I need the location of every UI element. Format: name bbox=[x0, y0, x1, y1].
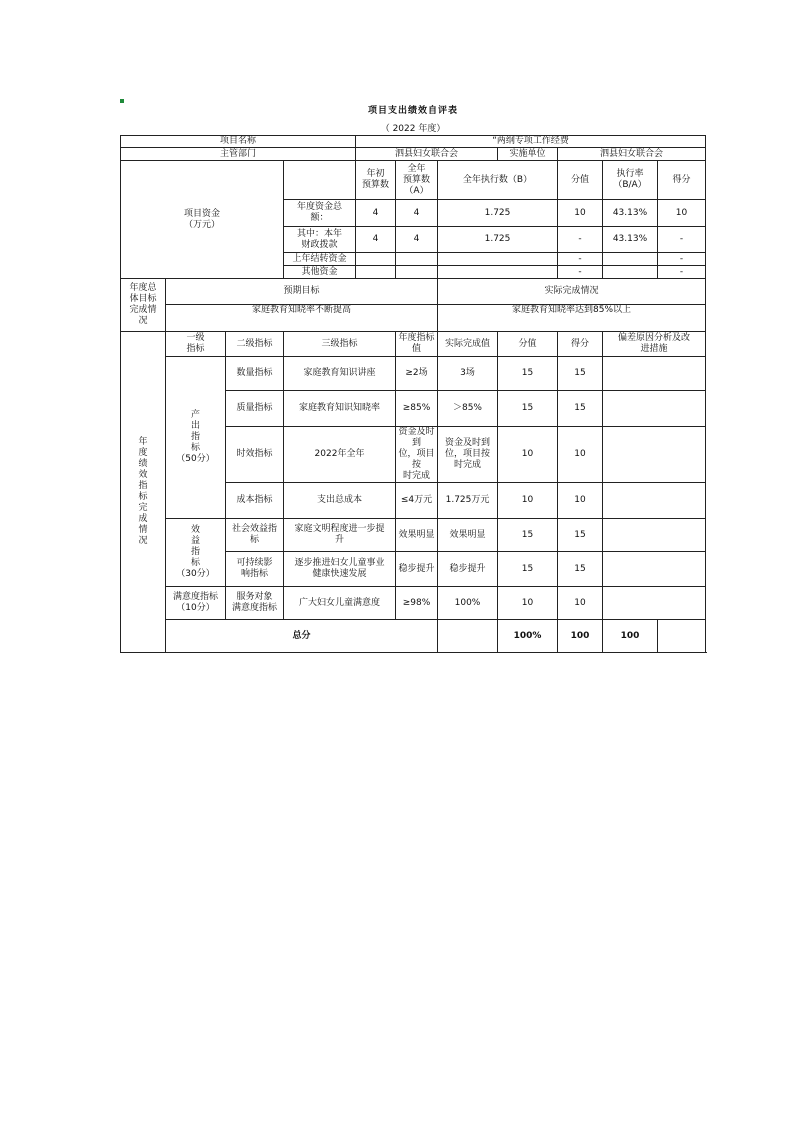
lvl1-header: 一级 指标 bbox=[166, 332, 226, 357]
ind-lvl2: 服务对象 满意度指标 bbox=[226, 587, 284, 620]
annual-total-label: 年度资金总 额： bbox=[284, 200, 356, 227]
ind-deviation bbox=[603, 357, 706, 391]
performance-sheet bbox=[120, 99, 705, 653]
ind-lvl2: 社会效益指 标 bbox=[226, 519, 284, 552]
annual-exec: 1.725 bbox=[438, 200, 558, 227]
deviation-header: 偏差原因分析及改 进措施 bbox=[603, 332, 706, 357]
impl-unit-value: 泗县妇女联合会 bbox=[558, 148, 706, 161]
ind-target: ≤4万元 bbox=[396, 483, 438, 519]
carryover-initial bbox=[356, 253, 396, 266]
fiscal-initial: 4 bbox=[356, 227, 396, 253]
impl-unit-label: 实施单位 bbox=[498, 148, 558, 161]
ind-actual: 资金及时到 位，项目按 时完成 bbox=[438, 427, 498, 483]
total-score-value: 100 bbox=[558, 620, 603, 653]
carryover-score-value: - bbox=[558, 253, 603, 266]
ind-value: 15 bbox=[498, 552, 558, 587]
ind-actual: 3场 bbox=[438, 357, 498, 391]
ind-lvl3: 广大妇女儿童满意度 bbox=[284, 587, 396, 620]
ind-deviation bbox=[603, 519, 706, 552]
fiscal-score-value: - bbox=[558, 227, 603, 253]
carryover-exec bbox=[438, 253, 558, 266]
ind-lvl2: 可持续影 响指标 bbox=[226, 552, 284, 587]
ind-score: 10 bbox=[558, 483, 603, 519]
ind-target: ≥98% bbox=[396, 587, 438, 620]
other-funds-label: 其他资金 bbox=[284, 266, 356, 279]
ind-target: 资金及时到 位，项目按 时完成 bbox=[396, 427, 438, 483]
annual-target-header: 年度指标值 bbox=[396, 332, 438, 357]
ind-lvl3: 家庭文明程度进一步提 升 bbox=[284, 519, 396, 552]
total-label: 总分 bbox=[166, 620, 438, 653]
exec-rate-header: 执行率 （B/A） bbox=[603, 161, 658, 200]
total-deviation-blank bbox=[658, 620, 706, 653]
ind-deviation bbox=[603, 552, 706, 587]
carryover-label: 上年结转资金 bbox=[284, 253, 356, 266]
ind-score: 10 bbox=[558, 587, 603, 620]
other-initial bbox=[356, 266, 396, 279]
actual-value-header: 实际完成值 bbox=[438, 332, 498, 357]
full-exec-header: 全年执行数（B） bbox=[438, 161, 558, 200]
ind-value: 15 bbox=[498, 519, 558, 552]
other-score-value: - bbox=[558, 266, 603, 279]
ind-value: 15 bbox=[498, 391, 558, 427]
page-title: 项目支出绩效自评表 bbox=[368, 105, 459, 116]
ind-lvl2: 成本指标 bbox=[226, 483, 284, 519]
lvl2-header: 二级指标 bbox=[226, 332, 284, 357]
col-score-header: 得分 bbox=[558, 332, 603, 357]
other-rate bbox=[603, 266, 658, 279]
score-header: 得分 bbox=[658, 161, 706, 200]
ind-actual: 100% bbox=[438, 587, 498, 620]
ind-lvl3: 支出总成本 bbox=[284, 483, 396, 519]
ind-target: 效果明显 bbox=[396, 519, 438, 552]
expected-goal-header: 预期目标 bbox=[166, 279, 438, 305]
annual-initial: 4 bbox=[356, 200, 396, 227]
ind-actual: 稳步提升 bbox=[438, 552, 498, 587]
ind-score: 15 bbox=[558, 552, 603, 587]
ind-score: 15 bbox=[558, 519, 603, 552]
ind-deviation bbox=[603, 427, 706, 483]
project-funds-label: 项目资金 （万元） bbox=[121, 161, 284, 279]
actual-completion-header: 实际完成情况 bbox=[438, 279, 706, 305]
other-exec bbox=[438, 266, 558, 279]
ind-score: 15 bbox=[558, 391, 603, 427]
fiscal-label: 其中：本年 财政拨款 bbox=[284, 227, 356, 253]
annual-score: 10 bbox=[658, 200, 706, 227]
fiscal-rate: 43.13% bbox=[603, 227, 658, 253]
carryover-score: - bbox=[658, 253, 706, 266]
ind-deviation bbox=[603, 587, 706, 620]
ind-lvl2: 数量指标 bbox=[226, 357, 284, 391]
ind-lvl3: 家庭教育知识讲座 bbox=[284, 357, 396, 391]
ind-score: 15 bbox=[558, 357, 603, 391]
ind-lvl2: 质量指标 bbox=[226, 391, 284, 427]
other-full bbox=[396, 266, 438, 279]
ind-value: 10 bbox=[498, 483, 558, 519]
output-indicator-label: 产 出 指 标 （50分） bbox=[166, 357, 226, 519]
carryover-full bbox=[396, 253, 438, 266]
year-subtitle: （ 2022 年度） bbox=[380, 123, 446, 134]
ind-score: 10 bbox=[558, 427, 603, 483]
project-name-label: 项目名称 bbox=[121, 136, 356, 148]
expected-goal-text: 家庭教育知晓率不断提高 bbox=[166, 305, 438, 332]
supervisor-label: 主管部门 bbox=[121, 148, 356, 161]
ind-actual: 1.725万元 bbox=[438, 483, 498, 519]
ind-target: ≥2场 bbox=[396, 357, 438, 391]
ind-deviation bbox=[603, 483, 706, 519]
ind-target: 稳步提升 bbox=[396, 552, 438, 587]
ind-value: 10 bbox=[498, 587, 558, 620]
project-name-value: “两纲专项工作经费 bbox=[356, 136, 706, 148]
ind-target: ≥85% bbox=[396, 391, 438, 427]
satisfaction-indicator-label: 满意度指标 （10分） bbox=[166, 587, 226, 620]
fiscal-score: - bbox=[658, 227, 706, 253]
ind-lvl3: 2022年全年 bbox=[284, 427, 396, 483]
annual-rate: 43.13% bbox=[603, 200, 658, 227]
ind-value: 10 bbox=[498, 427, 558, 483]
carryover-rate bbox=[603, 253, 658, 266]
annual-score-value: 10 bbox=[558, 200, 603, 227]
fiscal-exec: 1.725 bbox=[438, 227, 558, 253]
ind-lvl3: 逐步推进妇女儿童事业 健康快速发展 bbox=[284, 552, 396, 587]
supervisor-value: 泗县妇女联合会 bbox=[356, 148, 498, 161]
annual-full: 4 bbox=[396, 200, 438, 227]
ind-lvl3: 家庭教育知识知晓率 bbox=[284, 391, 396, 427]
ind-actual: ＞85% bbox=[438, 391, 498, 427]
ind-lvl2: 时效指标 bbox=[226, 427, 284, 483]
ind-actual: 效果明显 bbox=[438, 519, 498, 552]
actual-goal-text: 家庭教育知晓率达到85%以上 bbox=[438, 305, 706, 332]
initial-budget-header: 年初 预算数 bbox=[356, 161, 396, 200]
funds-header-blank bbox=[284, 161, 356, 200]
ind-value: 15 bbox=[498, 357, 558, 391]
lvl3-header: 三级指标 bbox=[284, 332, 396, 357]
full-budget-header: 全年 预算数 （A） bbox=[396, 161, 438, 200]
score-value-header: 分值 bbox=[558, 161, 603, 200]
col-score-value-header: 分值 bbox=[498, 332, 558, 357]
performance-table bbox=[120, 99, 706, 653]
total-target-blank bbox=[438, 620, 498, 653]
ind-deviation bbox=[603, 391, 706, 427]
goal-section-label: 年度总 体目标 完成情 况 bbox=[121, 279, 166, 332]
benefit-indicator-label: 效 益 指 标 （30分） bbox=[166, 519, 226, 587]
other-score: - bbox=[658, 266, 706, 279]
fiscal-full: 4 bbox=[396, 227, 438, 253]
perf-section-label: 年 度 绩 效 指 标 完 成 情 况 bbox=[121, 332, 166, 653]
total-score: 100 bbox=[603, 620, 658, 653]
total-actual: 100% bbox=[498, 620, 558, 653]
